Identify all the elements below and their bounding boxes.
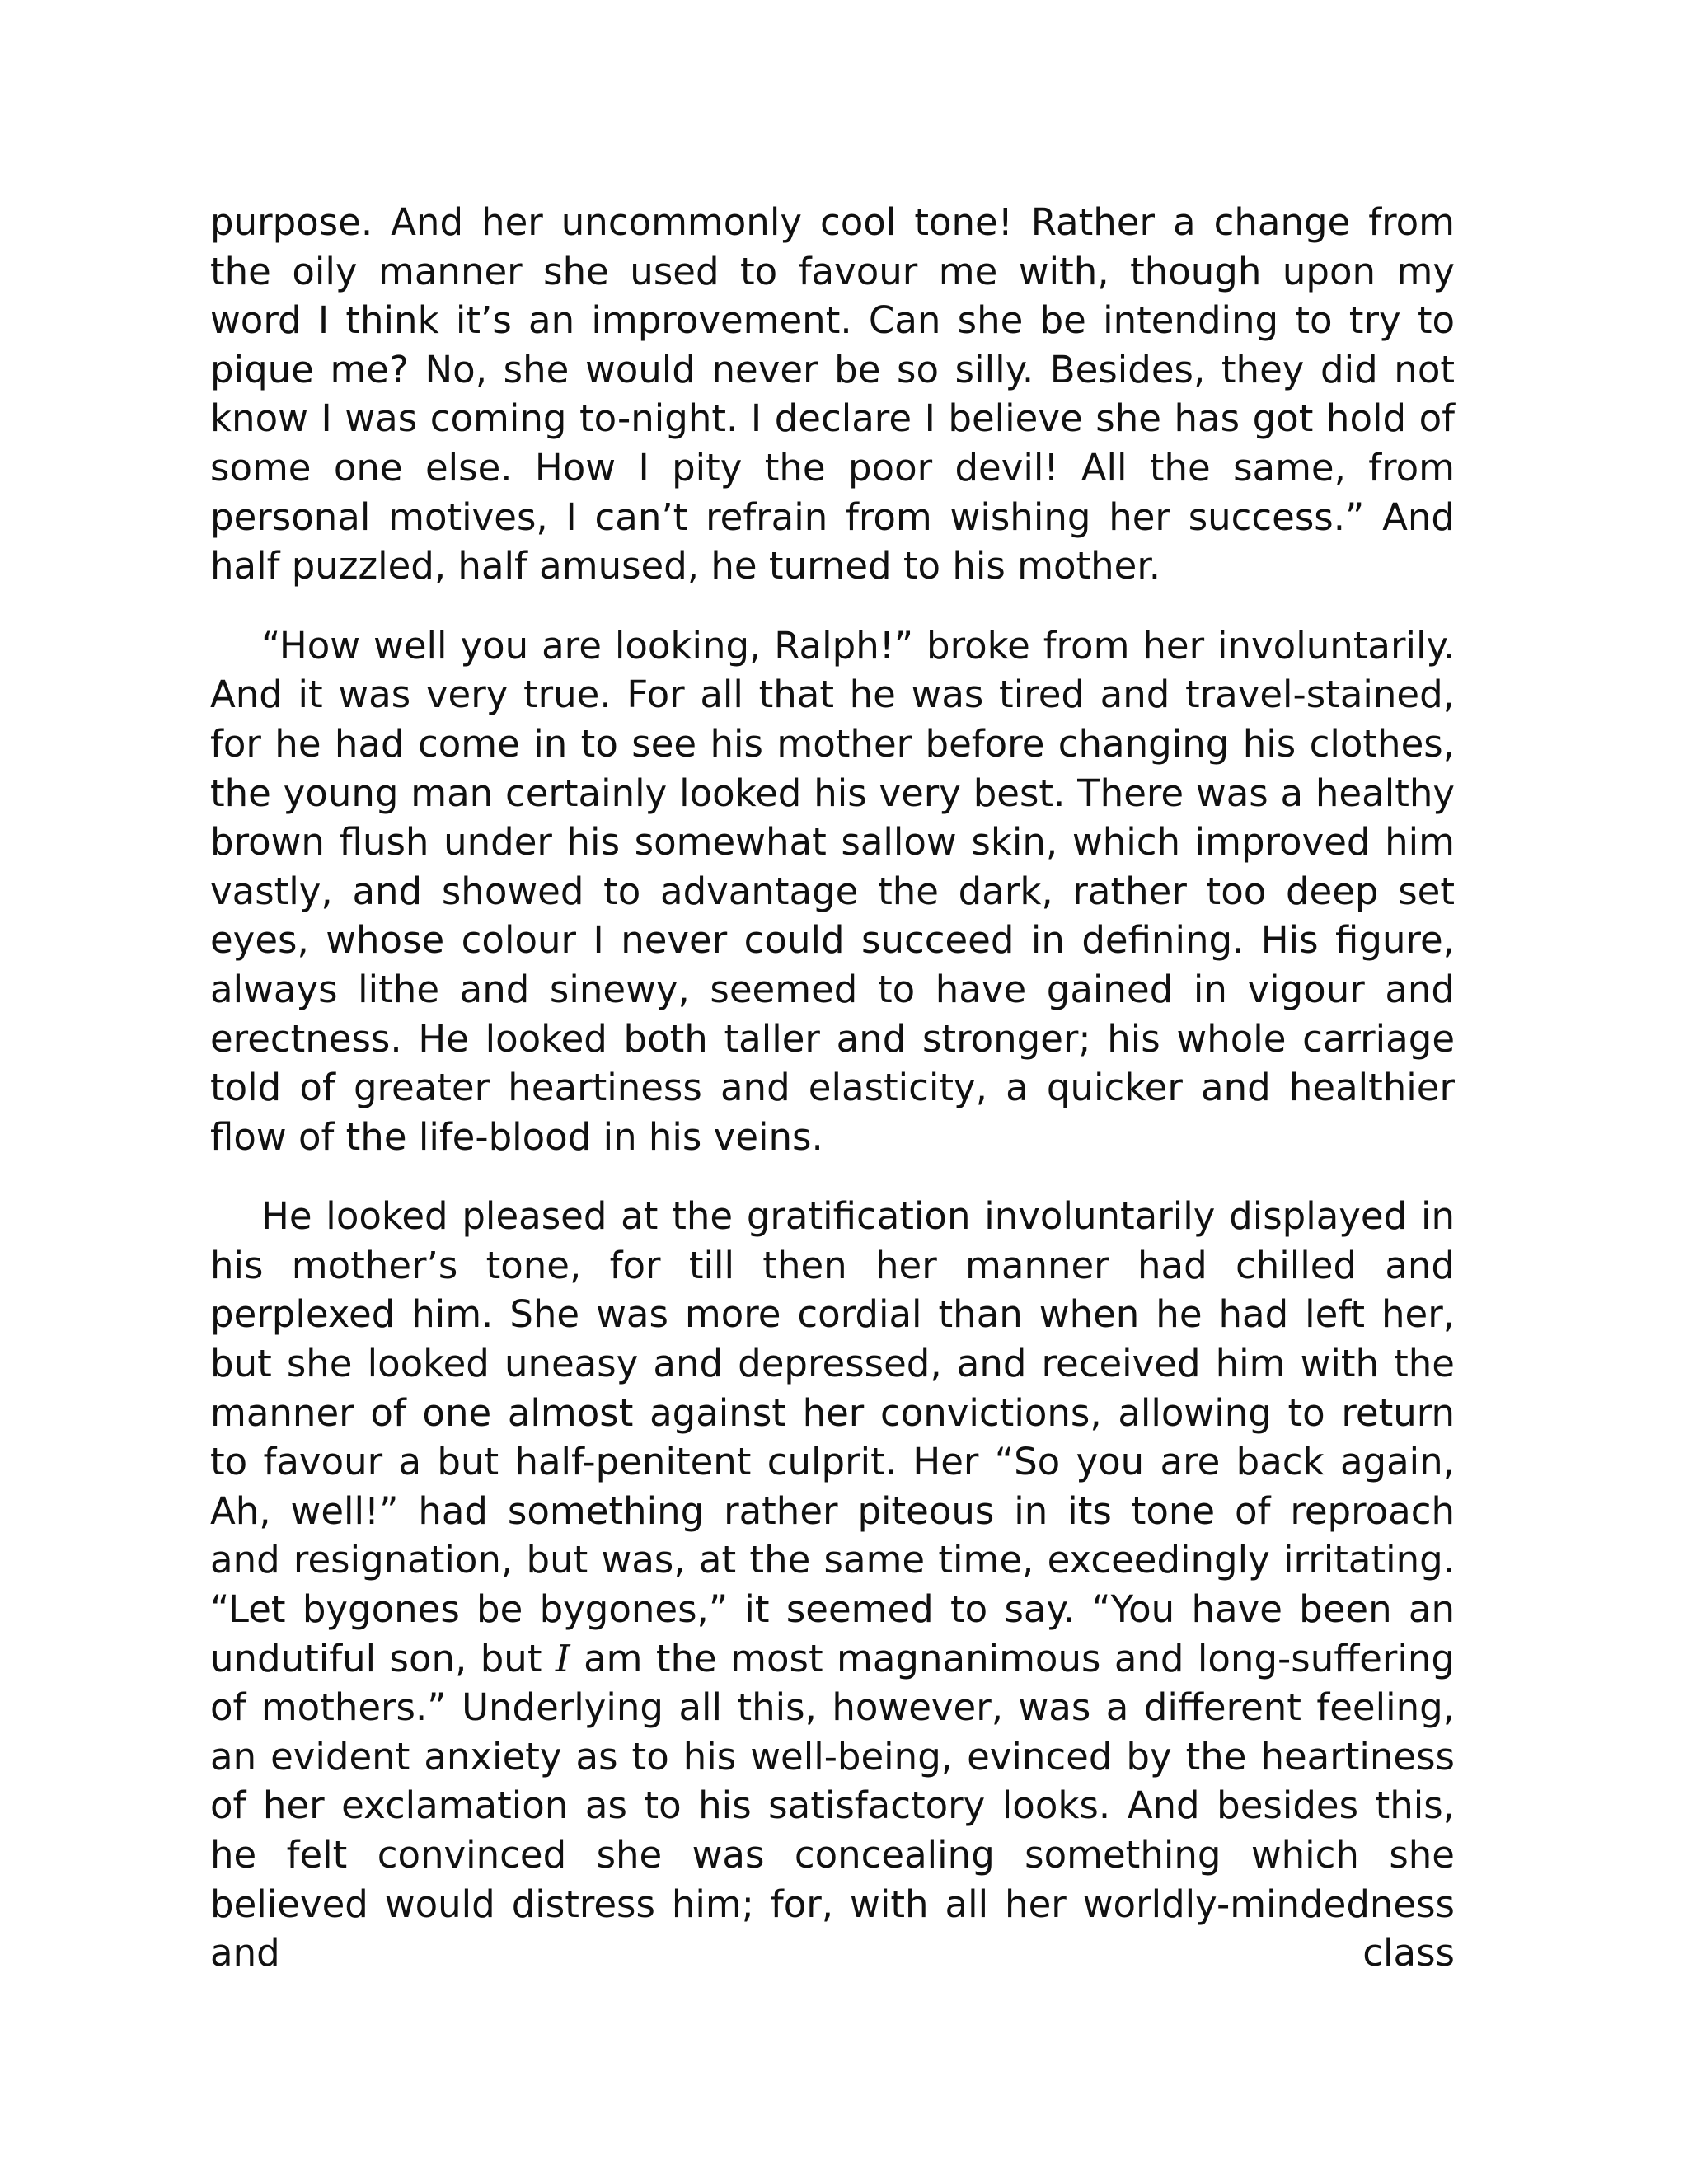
paragraph-3-emphasis: I [555, 1636, 570, 1680]
paragraph-3-text-before: He looked pleased at the gratification involuntarily displayed in his mother’s tone, for till then her manner had chilled and perplexed him. She was more cordial than when he had left her, but she looked uneasy and depressed, and received him with the manner of one almost against her convictions, allowing to return to favour a but half-penitent culprit. Her “So you are back again, Ah, well!” had something rather piteous in its tone of reproach and resignation, but was, at the same time, exceedingly irritating. “Let bygones be bygones,” it seemed to say. “You have been an undutiful son, but [210, 1194, 1455, 1680]
paragraph-3 [210, 1192, 1455, 1978]
paragraph-3-text-after: am the most magnanimous and long-suffering of mothers.” Underlying all this, however, was a different feeling, an evident anxiety as to his well-being, evinced by the heartiness of her exclamation as to his satisfactory looks. And besides this, he felt convinced she was concealing something which she believed would distress him; for, with all her worldly-mindedness and class [210, 1636, 1455, 1975]
paragraph-1: purpose. And her uncommonly cool tone! Rather a change from the oily manner she used to favour me with, though upon my word I think it’s an improvement. Can she be intending to try to pique me? No, she would never be so silly. Besides, they did not know I was coming to-night. I declare I believe she has got hold of some one else. How I pity the poor devil! All the same, from personal motives, I can’t refrain from wishing her success.” And half puzzled, half amused, he turned to his mother. [210, 200, 1455, 588]
page-body-text [210, 198, 1455, 1978]
paragraph-2: “How well you are looking, Ralph!” broke from her involuntarily. And it was very true. For all that he was tired and travel-stained, for he had come in to see his mother before changing his clothes, the young man certainly looked his very best. There was a healthy brown flush under his somewhat sallow skin, which improved him vastly, and showed to advantage the dark, rather too deep set eyes, whose colour I never could succeed in defining. His figure, always lithe and sinewy, seemed to have gained in vigour and erectness. He looked both taller and stronger; his whole carriage told of greater heartiness and elasticity, a quicker and healthier flow of the life-blood in his veins. [210, 623, 1455, 1159]
